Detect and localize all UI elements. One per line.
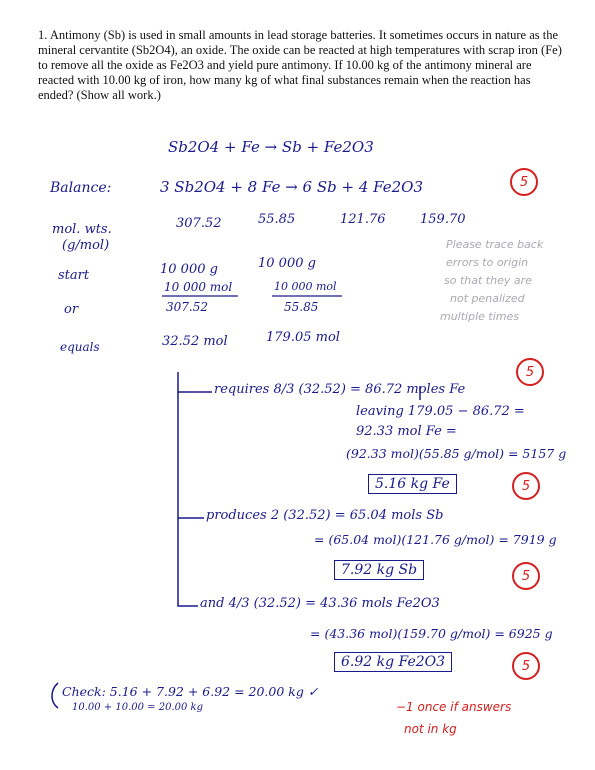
sb-answer-box: 7.92 kg Sb xyxy=(334,560,424,580)
balance-label: Balance: xyxy=(50,180,112,196)
start-value: 10 000 g xyxy=(160,262,218,277)
check-line: Check: 5.16 + 7.92 + 6.92 = 20.00 kg ✓ xyxy=(62,684,319,699)
sb-mass-calc: = (65.04 mol)(121.76 g/mol) = 7919 g xyxy=(314,532,557,547)
unbalanced-equation: Sb2O4 + Fe → Sb + Fe2O3 xyxy=(168,138,374,156)
points-circle: 5 xyxy=(516,358,544,386)
moles-value: 179.05 mol xyxy=(266,330,340,345)
fe2o3-answer-box: 6.92 kg Fe2O3 xyxy=(334,652,452,672)
grader-note-line: multiple times xyxy=(440,310,519,323)
fraction-numerator: 10 000 mol xyxy=(164,280,233,294)
fe-mass-calc: (92.33 mol)(55.85 g/mol) = 5157 g xyxy=(346,446,567,461)
grader-note-line: Please trace back xyxy=(446,238,544,251)
mol-wt-value: 159.70 xyxy=(420,212,466,227)
check-line: 10.00 + 10.00 = 20.00 kg xyxy=(72,702,203,713)
fraction-denominator: 55.85 xyxy=(284,300,319,314)
points-circle: 5 xyxy=(512,472,540,500)
and-line: and 4/3 (32.52) = 43.36 mols Fe2O3 xyxy=(200,596,440,611)
produces-line: produces 2 (32.52) = 65.04 mols Sb xyxy=(206,508,444,523)
fraction-denominator: 307.52 xyxy=(166,300,208,314)
balanced-equation: 3 Sb2O4 + 8 Fe → 6 Sb + 4 Fe2O3 xyxy=(160,178,424,196)
leaving-line: leaving 179.05 − 86.72 = xyxy=(356,404,525,419)
mol-wt-value: 307.52 xyxy=(176,216,222,231)
mol-wt-value: 55.85 xyxy=(258,212,296,227)
mol-wts-units: (g/mol) xyxy=(62,238,110,253)
grader-note-line: not penalized xyxy=(450,292,525,305)
points-circle: 5 xyxy=(512,652,540,680)
leaving-line: 92.33 mol Fe = xyxy=(356,424,457,439)
points-circle: 5 xyxy=(510,168,538,196)
fraction-numerator: 10 000 mol xyxy=(274,280,337,293)
moles-value: 32.52 mol xyxy=(162,334,228,349)
deduction-note: −1 once if answers xyxy=(396,700,512,714)
fe2o3-mass-calc: = (43.36 mol)(159.70 g/mol) = 6925 g xyxy=(310,626,553,641)
start-label: start xyxy=(58,268,90,283)
fe-answer-box: 5.16 kg Fe xyxy=(368,474,457,494)
grader-note-line: so that they are xyxy=(444,274,532,287)
mol-wt-value: 121.76 xyxy=(340,212,386,227)
or-label: or xyxy=(64,302,79,317)
problem-text: Antimony (Sb) is used in small amounts in lead storage batteries. It sometimes occurs in nature as the mineral cervantite (Sb2O4), an oxide. The oxide can be reacted at high temperatures with scrap iron (Fe) to remove all the oxide as Fe2O3 and yield pure antimony. If 10.00 kg of the antimony mineral are reacted with 10.00 kg of iron, how many kg of what final substances remain when the reaction has ended? (Show all work.) xyxy=(38,28,562,102)
grader-note-line: errors to origin xyxy=(446,256,529,269)
start-value: 10 000 g xyxy=(258,256,316,271)
mol-wts-label: mol. wts. xyxy=(52,222,112,237)
requires-line: requires 8/3 (32.52) = 86.72 moles Fe xyxy=(214,382,466,397)
equals-label: equals xyxy=(60,340,100,354)
points-circle: 5 xyxy=(512,562,540,590)
deduction-note: not in kg xyxy=(404,722,457,736)
problem-number: 1. xyxy=(38,28,48,42)
